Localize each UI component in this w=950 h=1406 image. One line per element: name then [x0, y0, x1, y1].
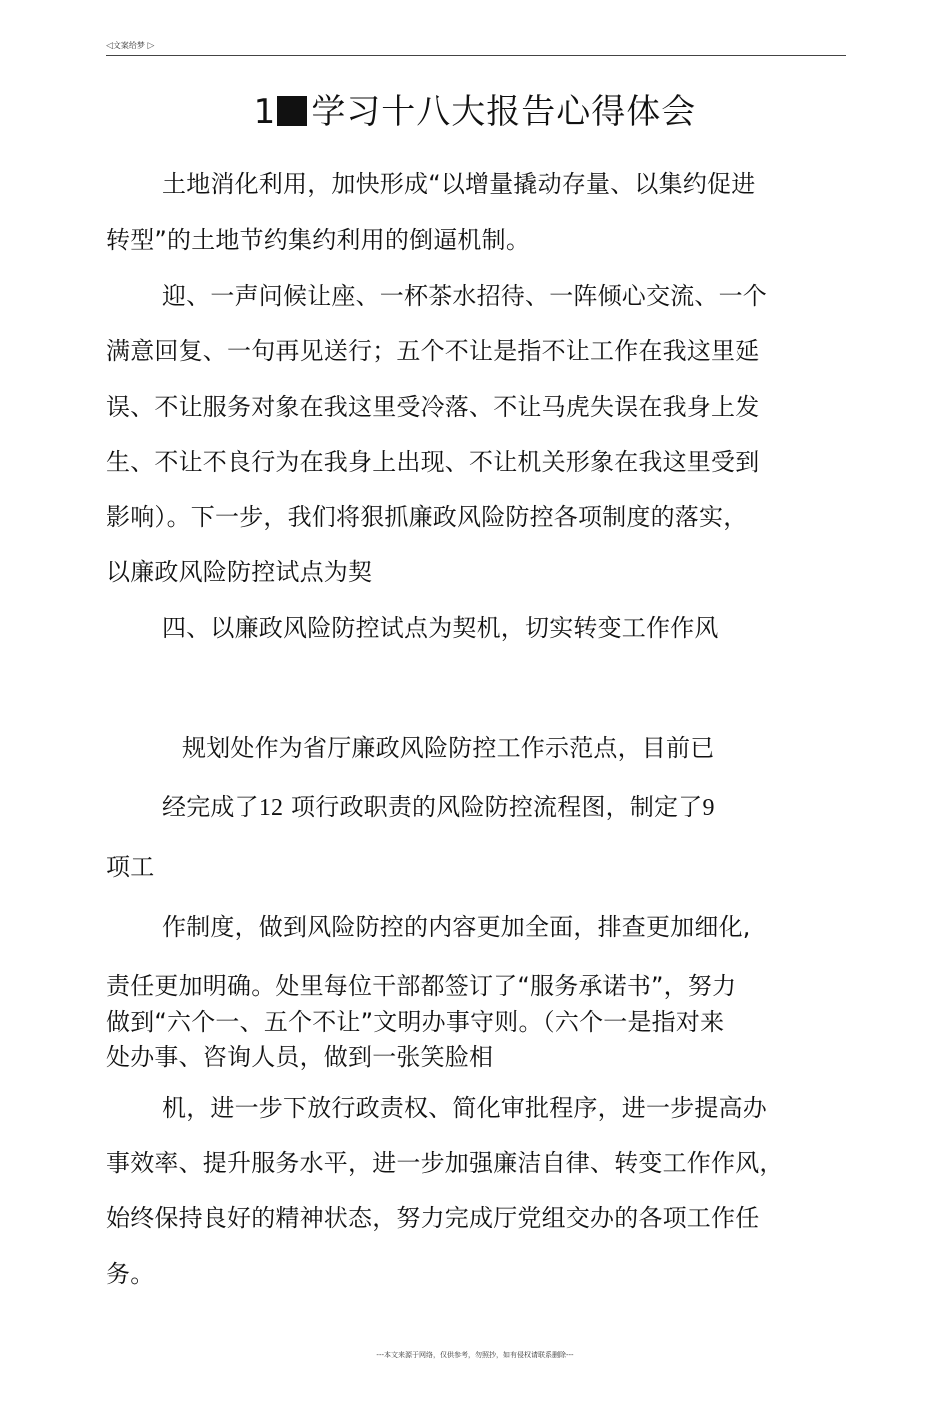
text-line: 做到“六个一、五个不让”文明办事守则。（六个一是指对来: [106, 1008, 725, 1036]
text-line: 规划处作为省厅廉政风险防控工作示范点，目前已: [182, 734, 715, 762]
text-line: 作制度，做到风险防控的内容更加全面，排查更加细化,: [162, 913, 751, 941]
text-line: 事效率、提升服务水平，进一步加强廉洁自律、转变工作作风，: [106, 1149, 784, 1177]
title-prefix: 1: [253, 92, 277, 132]
text-line: 项工: [106, 853, 155, 881]
text-line: 处办事、咨询人员，做到一张笑脸相: [106, 1043, 494, 1071]
text-line: 满意回复、一句再见送行；五个不让是指不让工作在我这里延: [106, 337, 760, 365]
text-line: 土地消化利用，加快形成“以增量撬动存量、以集约促进: [162, 170, 756, 198]
page-header: [106, 39, 846, 56]
text-line: 以廉政风险防控试点为契: [106, 558, 373, 586]
text-line: 影响）。下一步，我们将狠抓廉政风险防控各项制度的落实，: [106, 503, 748, 531]
header-text: 文案给梦: [112, 41, 145, 50]
text-segment: 经完成了: [162, 793, 259, 821]
text-line: 转型”的土地节约集约利用的倒逼机制。: [106, 226, 531, 254]
right-triangle-icon: ▷: [147, 41, 155, 51]
text-line: 生、不让不良行为在我身上出现、不让机关形象在我这里受到: [106, 448, 760, 476]
text-line: [162, 791, 715, 824]
text-line: 责任更加明确。处里每位干部都签订了“服务承诺书”，努力: [106, 972, 737, 1000]
text-line: 机，进一步下放行政责权、简化审批程序，进一步提高办: [162, 1094, 767, 1122]
black-square-icon: [277, 96, 307, 126]
text-line: 务。: [106, 1260, 155, 1288]
number-value: 9: [702, 795, 715, 821]
number-value: 12: [258, 795, 284, 821]
page-title: [0, 88, 950, 136]
text-line: 误、不让服务对象在我这里受冷落、不让马虎失误在我身上发: [106, 393, 760, 421]
text-line: 迎、一声问候让座、一杯茶水招待、一阵倾心交流、一个: [162, 282, 767, 310]
title-text: 学习十八大报告心得体会: [311, 92, 697, 132]
text-line: 四、以廉政风险防控试点为契机，切实转变工作作风: [162, 614, 719, 642]
text-line: 始终保持良好的精神状态，努力完成厅党组交办的各项工作任: [106, 1204, 760, 1232]
page-footer: ---本文来源于网络，仅供参考，勿照抄，如有侵权请联系删除---: [376, 1351, 574, 1359]
text-segment: 项行政职责的风险防控流程图，制定了: [283, 793, 703, 821]
left-triangle-icon: ◁: [106, 41, 113, 51]
